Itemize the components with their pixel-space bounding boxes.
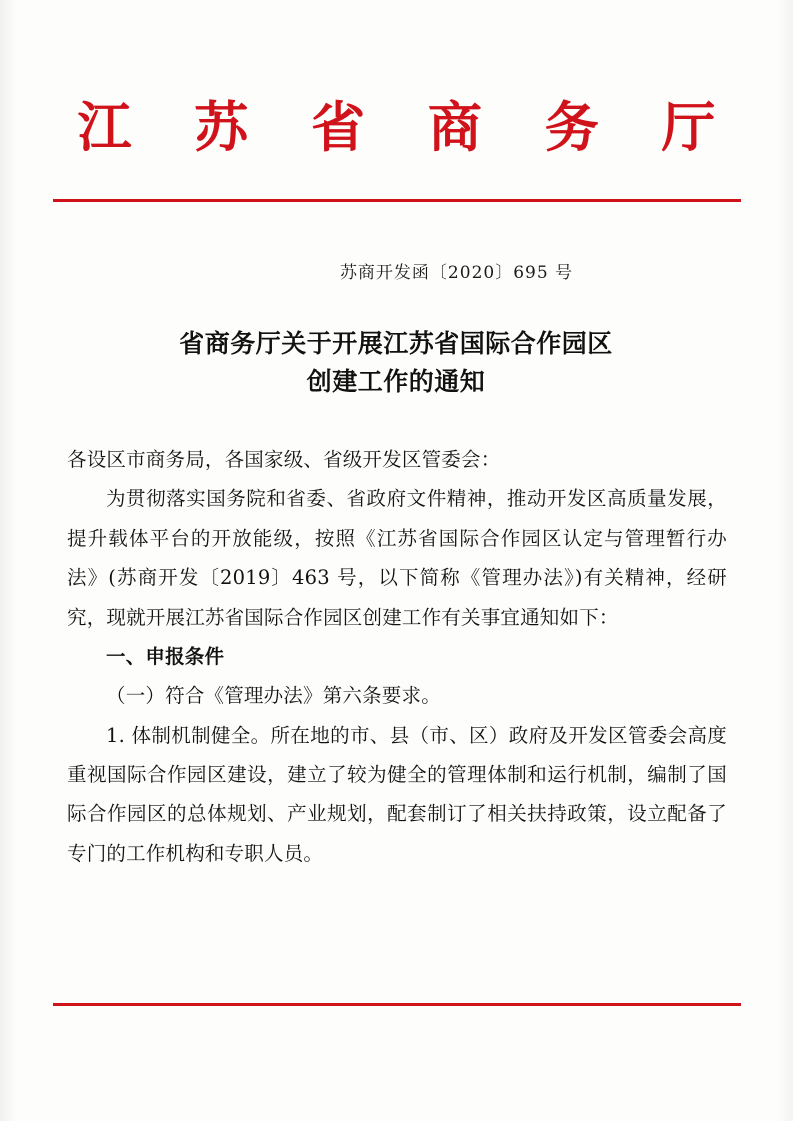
letterhead [0, 96, 793, 158]
document-body [67, 440, 727, 873]
list-item-1: （一）符合《管理办法》第六条要求。 [106, 684, 441, 708]
footer-divider-rule [53, 1003, 741, 1006]
document-title-line-1: 省商务厅关于开展江苏省国际合作园区 [179, 329, 613, 358]
salutation: 各设区市商务局，各国家级、省级开发区管委会： [67, 448, 501, 471]
scan-edge-right [777, 0, 793, 1121]
header-divider-rule [53, 199, 741, 202]
paragraph-1: 为贯彻落实国务院和省委、省政府文件精神，推动开发区高质量发展，提升载体平台的开放能级，按照《江苏省国际合作园区认定与管理暂行办法》(苏商开发〔2019〕463 号，以下简称《管理办法》)有关精神，经研究，现就开展江苏省国际合作园区创建工作有关事宜通知如下： [67, 487, 727, 629]
document-number: 苏商开发函〔2020〕695 号 [339, 263, 574, 283]
document-title-line-2: 创建工作的通知 [306, 367, 486, 396]
section-heading-1: 一、申报条件 [106, 644, 225, 668]
list-item-2: 1. 体制机制健全。所在地的市、县（市、区）政府及开发区管委会高度重视国际合作园区建设，建立了较为健全的管理体制和运行机制，编制了国际合作园区的总体规划、产业规划，配套制订了相关扶持政策，设立配备了专门的工作机构和专职人员。 [67, 723, 727, 865]
document-title [96, 325, 696, 401]
scan-edge-left [0, 0, 16, 1121]
issuing-organization: 江 苏 省 商 务 厅 [77, 95, 738, 159]
